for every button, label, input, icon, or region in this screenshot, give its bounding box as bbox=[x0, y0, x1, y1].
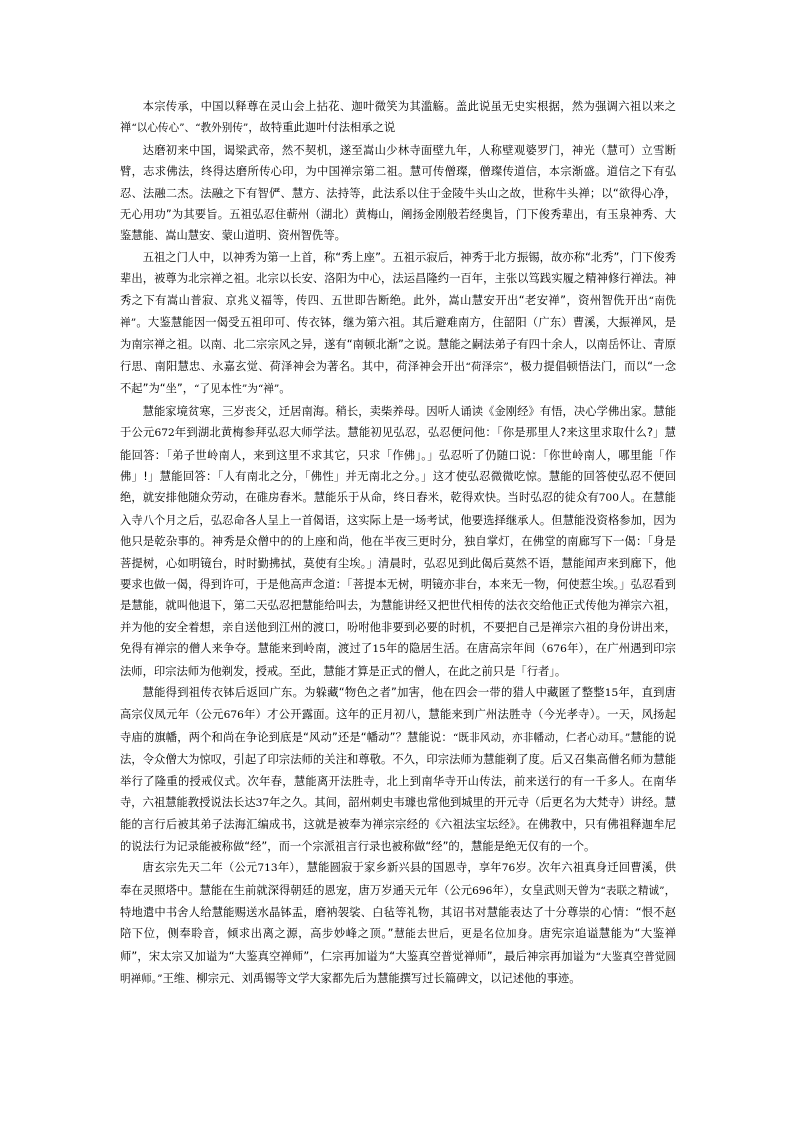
number: 696 bbox=[472, 884, 493, 897]
text-segment: 。大鉴慧能因一偈受五祖印可、传衣钵，继为第六祖。其后避难南方，住韶阳（广东）曹溪，大振禅风，是为南宗禅之祖。以南、北二宗宗风之异，遂有“南顿北渐”之说。慧能之嗣法弟子有四十余人，以南岳怀让、青原行思、南阳慧忠、永嘉玄觉、荷泽神会为著名。其中，荷泽神会开出 bbox=[120, 316, 676, 373]
text-segment: 慧能家境贫寒，三岁丧父，迁居南海。稍长，卖柴养母。因听人诵读《金刚经》有悟，决心学佛出家。慧能于公元 bbox=[120, 404, 676, 440]
quoted-phrase: “了见本性”为“禅” bbox=[194, 383, 280, 396]
text-segment: 年到湖北黄梅参拜弘忍大师学法。慧能初见弘忍，弘忍便问他：「你是那里人?来这里求取什么?」慧能回答：「弟子世岭南人，来到这里不求其它，只求「作佛」。」弘忍听了仍随口说：「你世岭南人，哪里能「作佛」!」慧能回答：「人有南北之分，「佛性」并无南北之分。」这才使弘忍微微吃惊。慧能的回答使弘忍不便回绝，就安排他随众劳动，在碓房舂米。慧能乐于从命，终日舂米，乾得欢快。当时弘忍的徒众有 bbox=[120, 426, 676, 505]
text-segment: ，故特重此迦叶付法相承之说 bbox=[248, 121, 396, 135]
quoted-phrase: “既非风动，亦非幡动，仁者心动耳。” bbox=[452, 731, 631, 744]
quoted-phrase: “南侁禅” bbox=[120, 294, 676, 330]
text-segment: 慧能得到祖传衣钵后返回广东。为躲藏“物色之者”加害，他在四会一带的猎人中藏匿了整整 bbox=[142, 685, 605, 699]
text-segment: 年的隐居生活。在唐高宗年间（ bbox=[385, 642, 547, 656]
number: 76 bbox=[501, 862, 516, 875]
document-body bbox=[120, 96, 676, 991]
text-segment: 唐玄宗先天二年（公元 bbox=[142, 861, 258, 875]
quoted-phrase: “荷泽宗” bbox=[465, 360, 509, 373]
text-segment: 年），女皇武则天曾为 bbox=[492, 883, 601, 897]
number: 672 bbox=[154, 427, 175, 440]
text-segment: 慧能的说法，令众僧大为惊叹，引起了印宗法师的关注和尊敬。不久，印宗法师为慧能剃了度。后又召集高僧名师为慧能举行了隆重的授戒仪式。次年春，慧能离开法胜寺，北上到南华寺开山传法，前来送行的有一千多人。在南华寺，六祖慧能教授说法长达 bbox=[120, 730, 677, 809]
text-segment: 岁。次年六祖真身迁回曹溪，供奉在灵照塔中。慧能在生前就深得朝廷的恩宠，唐万岁通天元年（公元 bbox=[120, 861, 676, 897]
text-segment: 唐宪宗追谥慧能为“大鉴禅师”，宋太宗又加谥为“大鉴真空禅师”，仁宗再加谥为“大鉴真空普觉禅师”，最后神宗再加谥为 bbox=[120, 927, 676, 963]
number: 700 bbox=[598, 492, 619, 505]
number: 37 bbox=[255, 797, 270, 809]
text-segment: 五祖之门人中，以神秀为第一上首，称“秀上座”。五祖示寂后，神秀于北方振锡，故亦称“北秀”，门下俊秀辈出，被尊为北宗禅之祖。北宗以长安、洛阳为中心，法运昌隆约一百年，主张以笃践实履之精神修行禅法。神秀之下有嵩山普寂、京兆义福等，传四、五世即告断绝。此外，嵩山慧安开出“老安禅”，资州智侁开出 bbox=[120, 250, 676, 307]
text-segment: 年），在广州遇到印宗法师，印宗法师为他剃发，授戒。至此，慧能才算是正式的僧人，在此之前只是「行者」。 bbox=[120, 642, 676, 678]
text-segment: 年）才公开露面。这年的正月初八，慧能来到广州法胜寺（今光孝寺）。一天，风扬起寺庙的旗幡，两个和尚在争论到底是“风动”还是“幡动”？慧能说： bbox=[120, 708, 676, 744]
quoted-phrase: “大鉴真空普觉圆明禅师。” bbox=[120, 950, 676, 986]
paragraph-huineng-life bbox=[120, 401, 676, 682]
text-segment: 年，直到唐高宗仪凤元年（公元 bbox=[120, 685, 676, 722]
text-segment: 。 bbox=[279, 382, 291, 396]
paragraph-transmission bbox=[120, 96, 676, 140]
quoted-phrase: “以心传心”、“教外别传” bbox=[131, 122, 249, 135]
text-segment: 年），慧能圆寂于家乡新兴县的国恩寺，享年 bbox=[277, 861, 502, 875]
text-segment: ，极力提倡顿悟法门，而以“一念不起”为“坐”， bbox=[120, 359, 676, 396]
quoted-phrase: “表联之精诚” bbox=[600, 884, 665, 897]
paragraph-return-guangdong bbox=[120, 682, 676, 857]
number: 713 bbox=[257, 862, 278, 875]
paragraph-death-honors bbox=[120, 857, 676, 990]
number: 15 bbox=[604, 686, 619, 699]
number: 676 bbox=[546, 643, 567, 656]
text-segment: 人。在慧能入寺八个月之后，弘忍命各人呈上一首偈语，这实际上是一场考试，他要选择继承人。但慧能没资格参加，因为他只是乾杂事的。神秀是众僧中的的上座和尚，他在半夜三更时分，独自掌灯，在佛堂的南廊写下一偈：「身是菩提树，心如明镜台，时时勤拂拭，莫使有尘埃。」清晨时，弘忍见到此偈后莫然不语，慧能闻声来到廊下，他要求也做一偈，得到许可，于是他高声念道：「菩提本无树，明镜亦非台，本来无一物，何使惹尘埃。」弘忍看到是慧能，就叫他退下，第二天弘忍把慧能给叫去，为慧能讲经又把世代相传的法衣交给他正式传他为禅宗六祖，并为他的安全着想，亲自送他到江州的渡口，吩咐他非要到必要的时机，不要把自己是禅宗六祖的身份讲出来，免得有禅宗的僧人来争夺。慧能来到岭南，渡过了 bbox=[120, 491, 676, 656]
paragraph-fifth-patriarch-disciples bbox=[120, 247, 676, 401]
quoted-phrase: 慧能去世后，更是名位加身。 bbox=[393, 928, 540, 941]
text-segment: 本宗传承，中国以释尊在灵山会上拈花、迦叶微笑为其滥觞。盖此说虽无史实根据，然为强调六祖以来之禅 bbox=[120, 100, 676, 135]
text-segment: 年之久。其间，韶州刺史韦璩也常他到城里的开元寺（后更名为大梵寺）讲经。慧能的言行后被其弟子法海汇编成书，这就是被奉为禅宗宗经的《六祖法宝坛经》。在佛教中，只有佛祖释迦牟尼的说法行为记录能被称做“经”，而一个宗派祖言行录也被称做“经”的，慧能是绝无仅有的一个。 bbox=[120, 796, 676, 853]
paragraph-bodhidharma bbox=[120, 140, 676, 247]
number: 15 bbox=[372, 643, 386, 656]
text-segment: 达磨初来中国，谒梁武帝，然不契机，遂至嵩山少林寺面壁九年，人称壁观婆罗门，神光（慧可）立雪断臂，志求佛法，终得达磨所传心印，为中国禅宗第二祖。慧可传僧璨，僧璨传道信，本宗渐盛。道信之下有弘忍、法融二杰。法融之下有智俨、慧方、法持等，此法系以住于金陵牛头山之故，世称牛头禅；以“欲得心净，无心用功”为其要旨。五祖弘忍住蕲州（湖北）黄梅山，阐扬金刚般若经奥旨，门下俊秀辈出，有玉泉神秀、大鉴慧能、嵩山慧安、蒙山道明、资州智侁等。 bbox=[120, 143, 676, 243]
text-segment: 王维、柳宗元、刘禹锡等文学大家都先后为慧能撰写过长篇碑文，以记述他的事迹。 bbox=[162, 972, 581, 986]
number: 676 bbox=[223, 709, 244, 722]
text-segment: ，特地遣中书舍人给慧能赐送水晶钵盂，磨衲袈裟、白毡等礼物，其诏书对慧能表达了十分尊崇的心情：“恨不赵陪下位，侧奉聆音，倾求出离之源，高步妙峰之顶。” bbox=[120, 883, 676, 941]
